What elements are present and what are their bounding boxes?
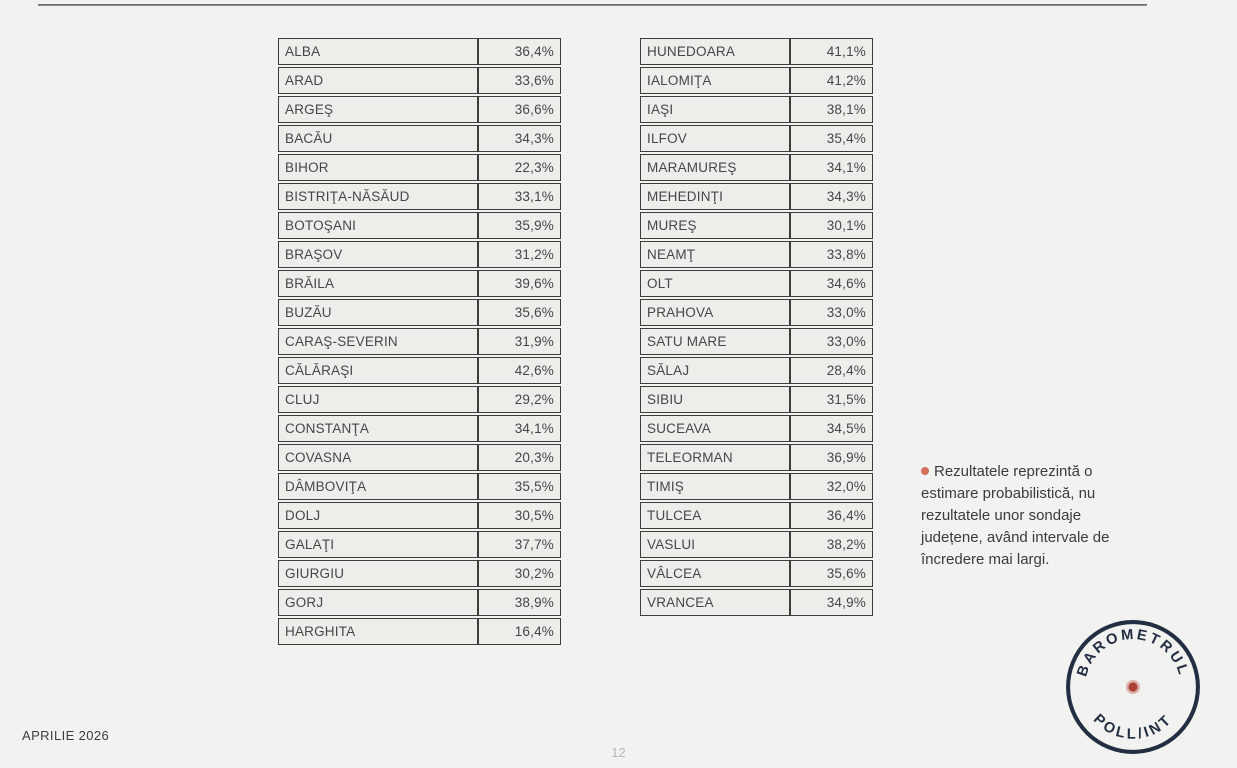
table-row: [640, 183, 873, 210]
table-row: [278, 125, 561, 152]
svg-text:POLL/INT: [1090, 711, 1176, 742]
county-value-cell: 20,3%: [478, 444, 561, 471]
county-name-cell: DOLJ: [278, 502, 478, 529]
logo-text-top: BAROMETRUL: [1074, 626, 1192, 679]
table-row: [640, 270, 873, 297]
county-value-cell: 36,6%: [478, 96, 561, 123]
table-row: [278, 357, 561, 384]
table-row: [278, 183, 561, 210]
table-row: [640, 473, 873, 500]
county-value-cell: 34,1%: [478, 415, 561, 442]
county-name-cell: GIURGIU: [278, 560, 478, 587]
county-value-cell: 38,1%: [790, 96, 873, 123]
county-value-cell: 34,5%: [790, 415, 873, 442]
county-value-cell: 37,7%: [478, 531, 561, 558]
table-row: [640, 328, 873, 355]
county-value-cell: 31,2%: [478, 241, 561, 268]
county-name-cell: VÂLCEA: [640, 560, 790, 587]
county-value-cell: 38,9%: [478, 589, 561, 616]
note-bullet-icon: [921, 467, 929, 475]
table-row: [640, 386, 873, 413]
methodology-note: [921, 461, 1135, 571]
county-name-cell: BRAŞOV: [278, 241, 478, 268]
county-name-cell: MARAMUREŞ: [640, 154, 790, 181]
county-value-cell: 30,1%: [790, 212, 873, 239]
county-value-cell: 36,4%: [478, 38, 561, 65]
county-name-cell: SUCEAVA: [640, 415, 790, 442]
county-value-cell: 30,2%: [478, 560, 561, 587]
county-name-cell: HUNEDOARA: [640, 38, 790, 65]
table-row: [640, 154, 873, 181]
table-row: [278, 444, 561, 471]
county-name-cell: CARAŞ-SEVERIN: [278, 328, 478, 355]
county-name-cell: VASLUI: [640, 531, 790, 558]
table-row: [278, 67, 561, 94]
table-row: [640, 502, 873, 529]
county-value-cell: 34,1%: [790, 154, 873, 181]
county-name-cell: MEHEDINŢI: [640, 183, 790, 210]
county-name-cell: BUZĂU: [278, 299, 478, 326]
county-name-cell: HARGHITA: [278, 618, 478, 645]
logo-center-dot: [1128, 682, 1137, 691]
county-value-cell: 32,0%: [790, 473, 873, 500]
county-value-cell: 36,4%: [790, 502, 873, 529]
county-name-cell: PRAHOVA: [640, 299, 790, 326]
table-row: [278, 502, 561, 529]
table-row: [278, 531, 561, 558]
page-number: 12: [611, 745, 626, 760]
county-value-cell: 34,9%: [790, 589, 873, 616]
top-divider-rule: [38, 4, 1147, 6]
county-value-cell: 33,6%: [478, 67, 561, 94]
county-results-table-right: [640, 36, 873, 618]
county-value-cell: 33,0%: [790, 328, 873, 355]
county-name-cell: IAŞI: [640, 96, 790, 123]
county-value-cell: 33,8%: [790, 241, 873, 268]
table-row: [278, 96, 561, 123]
table-row: [278, 618, 561, 645]
county-value-cell: 38,2%: [790, 531, 873, 558]
logo-text-bottom: POLL/INT: [1089, 711, 1177, 743]
county-name-cell: CĂLĂRAŞI: [278, 357, 478, 384]
county-name-cell: TELEORMAN: [640, 444, 790, 471]
table-row: [278, 299, 561, 326]
table-row: [278, 589, 561, 616]
county-name-cell: ALBA: [278, 38, 478, 65]
county-name-cell: SATU MARE: [640, 328, 790, 355]
county-value-cell: 35,9%: [478, 212, 561, 239]
county-value-cell: 36,9%: [790, 444, 873, 471]
county-name-cell: BISTRIŢA-NĂSĂUD: [278, 183, 478, 210]
county-name-cell: BACĂU: [278, 125, 478, 152]
county-name-cell: GORJ: [278, 589, 478, 616]
table-row: [278, 154, 561, 181]
county-name-cell: GALAŢI: [278, 531, 478, 558]
table-row: [640, 589, 873, 616]
county-value-cell: 41,1%: [790, 38, 873, 65]
barometrul-pollint-logo: [1062, 616, 1204, 758]
county-value-cell: 31,9%: [478, 328, 561, 355]
county-value-cell: 41,2%: [790, 67, 873, 94]
county-name-cell: VRANCEA: [640, 589, 790, 616]
county-name-cell: ARGEŞ: [278, 96, 478, 123]
county-name-cell: BOTOŞANI: [278, 212, 478, 239]
county-value-cell: 35,6%: [790, 560, 873, 587]
table-row: [640, 96, 873, 123]
county-name-cell: MUREŞ: [640, 212, 790, 239]
table-row: [640, 299, 873, 326]
county-value-cell: 39,6%: [478, 270, 561, 297]
county-value-cell: 35,4%: [790, 125, 873, 152]
county-name-cell: COVASNA: [278, 444, 478, 471]
county-name-cell: TULCEA: [640, 502, 790, 529]
table-row: [640, 560, 873, 587]
county-name-cell: CONSTANŢA: [278, 415, 478, 442]
table-row: [278, 212, 561, 239]
county-name-cell: IALOMIŢA: [640, 67, 790, 94]
county-value-cell: 33,0%: [790, 299, 873, 326]
table-row: [278, 270, 561, 297]
county-name-cell: BIHOR: [278, 154, 478, 181]
table-row: [278, 38, 561, 65]
county-name-cell: SĂLAJ: [640, 357, 790, 384]
county-name-cell: CLUJ: [278, 386, 478, 413]
county-value-cell: 33,1%: [478, 183, 561, 210]
county-value-cell: 42,6%: [478, 357, 561, 384]
county-results-table-left: [278, 36, 561, 647]
table-row: [278, 328, 561, 355]
table-row: [278, 386, 561, 413]
table-row: [278, 415, 561, 442]
footer-date-label: APRILIE 2026: [22, 728, 110, 743]
table-row: [278, 473, 561, 500]
table-row: [640, 531, 873, 558]
county-name-cell: ARAD: [278, 67, 478, 94]
county-value-cell: 29,2%: [478, 386, 561, 413]
table-row: [278, 560, 561, 587]
table-row: [278, 241, 561, 268]
county-value-cell: 35,6%: [478, 299, 561, 326]
county-name-cell: DÂMBOVIŢA: [278, 473, 478, 500]
county-value-cell: 34,6%: [790, 270, 873, 297]
table-row: [640, 67, 873, 94]
county-name-cell: NEAMŢ: [640, 241, 790, 268]
county-name-cell: TIMIŞ: [640, 473, 790, 500]
table-row: [640, 125, 873, 152]
county-value-cell: 22,3%: [478, 154, 561, 181]
county-value-cell: 34,3%: [478, 125, 561, 152]
county-value-cell: 34,3%: [790, 183, 873, 210]
county-value-cell: 16,4%: [478, 618, 561, 645]
county-value-cell: 35,5%: [478, 473, 561, 500]
table-row: [640, 357, 873, 384]
methodology-note-text: Rezultatele reprezintă o estimare probabilistică, nu rezultatele unor sondaje județene, având intervale de încredere mai largi.: [921, 463, 1110, 568]
county-name-cell: ILFOV: [640, 125, 790, 152]
county-value-cell: 30,5%: [478, 502, 561, 529]
county-value-cell: 31,5%: [790, 386, 873, 413]
county-value-cell: 28,4%: [790, 357, 873, 384]
table-row: [640, 241, 873, 268]
table-row: [640, 212, 873, 239]
table-row: [640, 38, 873, 65]
table-row: [640, 415, 873, 442]
county-name-cell: BRĂILA: [278, 270, 478, 297]
county-name-cell: OLT: [640, 270, 790, 297]
table-row: [640, 444, 873, 471]
county-name-cell: SIBIU: [640, 386, 790, 413]
